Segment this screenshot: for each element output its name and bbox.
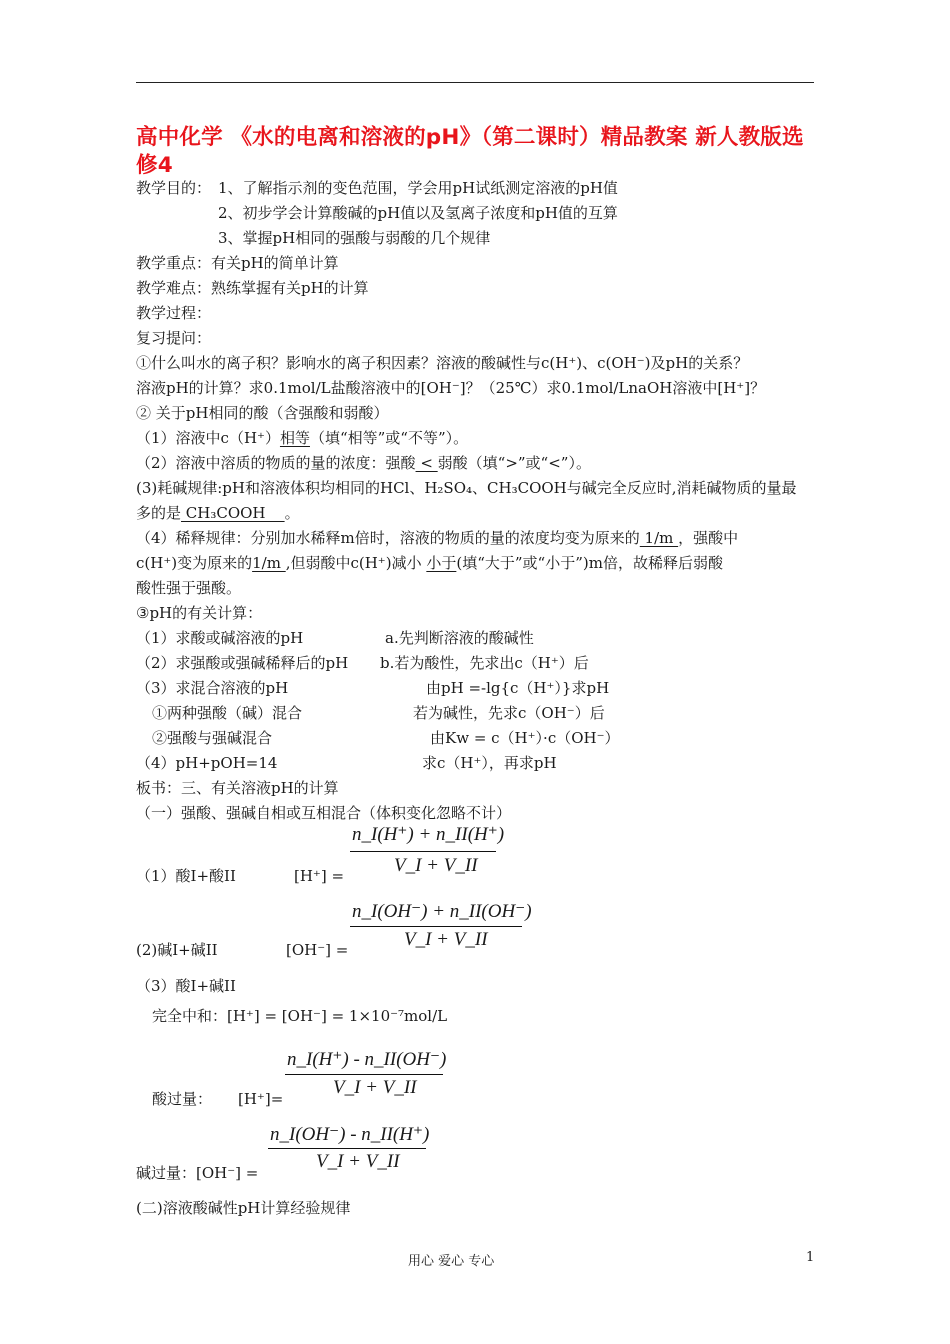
q2-2-suffix: 弱酸（填“>”或“<”）。 [437, 454, 591, 472]
q2-1-prefix: （1）溶液中c（H⁺） [136, 429, 280, 447]
q2-3-prefix: 多的是 [136, 504, 182, 522]
q2-1-answer: 相等 [279, 429, 310, 447]
q2-4-prefix: （4）稀释规律：分别加水稀释m倍时，溶液的物质的量的浓度均变为原来的 [136, 529, 640, 547]
q2-4-line2-prefix: c(H⁺)变为原来的 [136, 554, 253, 572]
base-excess-denominator: V_I + V_II [316, 1151, 400, 1172]
question-3-heading: ③pH的有关计算： [136, 604, 263, 622]
teaching-difficulty: 教学难点：熟练掌握有关pH的计算 [136, 279, 369, 297]
title-line-1: 高中化学 《水的电离和溶液的pH》（第二课时）精品教案 新人教版选 [136, 125, 804, 150]
question-1-line-2: 溶液pH的计算？求0.1mol/L盐酸溶液中的[OH⁻]？（25℃）求0.1mol/LnaOH溶液中[H⁺]？ [136, 379, 766, 397]
question-1-line-1: ①什么叫水的离子积？影响水的离子积因素？溶液的酸碱性与c(H⁺)、c(OH⁻)及pH的关系？ [136, 354, 749, 372]
calc-left-4: ①两种强酸（碱）混合 [152, 704, 303, 722]
q2-2-prefix: （2）溶液中溶质的物质的量的浓度：强酸 [136, 454, 416, 472]
q2-4-line2-suffix: (填“大于”或“小于”)m倍，故稀释后弱酸 [456, 554, 723, 572]
base-excess-fraction-bar [268, 1148, 426, 1149]
calc-right-5: 由Kw = c（H⁺）·c（OH⁻） [430, 729, 620, 747]
calc-left-3: （3）求混合溶液的pH [136, 679, 289, 697]
objective-3: 3、掌握pH相同的强酸与弱酸的几个规律 [218, 229, 491, 247]
section-1-heading: （一）强酸、强碱自相或互相混合（体积变化忽略不计） [136, 804, 512, 822]
q2-2-answer: < [415, 454, 438, 472]
calc-right-2: b.若为酸性，先求出c（H⁺）后 [380, 654, 589, 672]
case-2-denominator: V_I + V_II [404, 929, 488, 950]
complete-neutralization: 完全中和：[H⁺] = [OH⁻] = 1×10⁻⁷mol/L [152, 1007, 448, 1025]
calc-left-5: ②强酸与强碱混合 [152, 729, 273, 747]
q2-3-answer: CH₃COOH [181, 504, 285, 522]
question-2-heading: ② 关于pH相同的酸（含强酸和弱酸） [136, 404, 389, 422]
title-line-2: 修4 [136, 153, 173, 178]
case-1-label: （1）酸I+酸II [136, 867, 236, 885]
question-2-2 [136, 453, 591, 473]
case-1-lhs: [H⁺] = [294, 867, 345, 885]
calc-right-1: a.先判断溶液的酸碱性 [385, 629, 534, 647]
q2-4-answer-1: 1/m [639, 529, 679, 547]
calc-right-3: 由pH =-lg{c（H⁺）}求pH [426, 679, 610, 697]
calc-left-1: （1）求酸或碱溶液的pH [136, 629, 304, 647]
acid-excess-denominator: V_I + V_II [333, 1077, 417, 1098]
question-2-3-line-2 [136, 503, 300, 523]
objective-2: 2、初步学会计算酸碱的pH值以及氢离子浓度和pH值的互算 [218, 204, 618, 222]
q2-1-suffix: （填“相等”或“不等”）。 [309, 429, 469, 447]
calc-right-6: 求c（H⁺），再求pH [422, 754, 557, 772]
case-1-numerator: n_I(H⁺) + n_II(H⁺) [352, 824, 505, 845]
q2-4-suffix-1: ，强酸中 [678, 529, 739, 547]
case-2-fraction-bar [350, 926, 522, 927]
case-2-lhs: [OH⁻] = [286, 941, 349, 959]
review-heading: 复习提问： [136, 329, 212, 347]
objective-1: 1、了解指示剂的变色范围，学会用pH试纸测定溶液的pH值 [218, 179, 618, 197]
teaching-focus: 教学重点：有关pH的简单计算 [136, 254, 339, 272]
q2-4-answer-3: 小于 [426, 554, 457, 572]
case-1-denominator: V_I + V_II [394, 855, 478, 876]
question-2-4-line-3: 酸性强于强酸。 [136, 579, 242, 597]
case-1-fraction-bar [350, 851, 496, 852]
acid-excess-numerator: n_I(H⁺) - n_II(OH⁻) [287, 1049, 447, 1070]
header-rule [136, 82, 814, 83]
calc-right-4: 若为碱性，先求c（OH⁻）后 [413, 704, 605, 722]
acid-excess-fraction-bar [285, 1074, 443, 1075]
section-2-heading: (二)溶液酸碱性pH计算经验规律 [136, 1199, 351, 1217]
question-2-3-line-1: (3)耗碱规律:pH和溶液体积均相同的HCl、H₂SO₄、CH₃COOH与碱完全反应时,消耗碱物质的量最 [136, 479, 797, 497]
acid-excess-lhs: [H⁺]= [238, 1090, 284, 1108]
page-number: 1 [806, 1250, 815, 1265]
document-title [136, 124, 826, 180]
question-2-1 [136, 428, 468, 448]
case-2-label: (2)碱I+碱II [136, 941, 218, 959]
footer-motto: 用心 爱心 专心 [408, 1254, 495, 1269]
base-excess-label: 碱过量：[OH⁻] = [136, 1164, 259, 1182]
calc-left-6: （4）pH+pOH=14 [136, 754, 278, 772]
calc-left-2: （2）求强酸或强碱稀释后的pH [136, 654, 349, 672]
teaching-process: 教学过程： [136, 304, 212, 322]
acid-excess-label: 酸过量： [152, 1090, 213, 1108]
case-3-label: （3）酸I+碱II [136, 977, 236, 995]
q2-4-answer-2: 1/m [252, 554, 286, 572]
objectives-label: 教学目的： [136, 179, 212, 197]
q2-3-suffix: 。 [284, 504, 300, 522]
q2-4-line2-mid: ,但弱酸中c(H⁺)减小 [285, 554, 427, 572]
base-excess-numerator: n_I(OH⁻) - n_II(H⁺) [270, 1124, 430, 1145]
question-2-4-line-2 [136, 553, 723, 573]
case-2-numerator: n_I(OH⁻) + n_II(OH⁻) [352, 901, 532, 922]
question-2-4-line-1 [136, 528, 738, 548]
board-heading: 板书：三、有关溶液pH的计算 [136, 779, 339, 797]
